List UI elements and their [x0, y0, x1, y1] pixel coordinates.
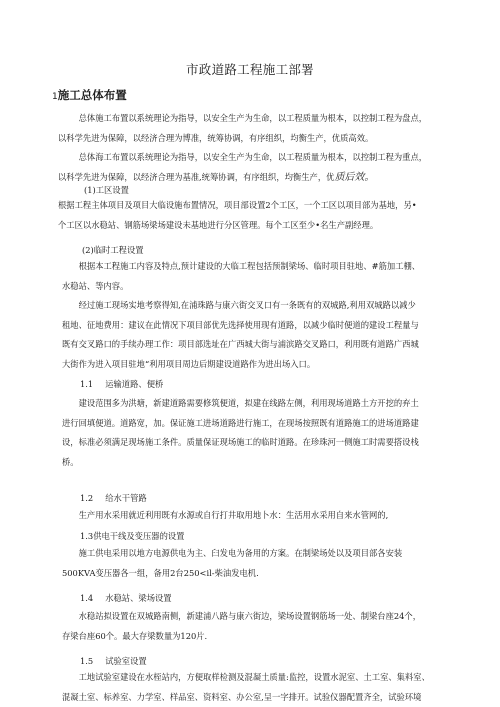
subsection-number: 1.2: [80, 493, 94, 503]
paragraph-text: 以科学先进为保障，以经济合理为基准,统筹协调，有序组织，均衡生产，优: [58, 171, 335, 182]
subsection-number: 1.4: [80, 593, 94, 603]
subsection-title: 试验室设置: [105, 656, 147, 666]
subsection-heading: [80, 655, 147, 667]
subsection-number: 1.5: [80, 656, 94, 666]
paragraph-line: 经过施工现场实地考察得知,在浦珠路与康六街交叉口有一条既有的双城路,利用双城路以减少: [78, 300, 416, 311]
subsection-title: (1)工区设置: [84, 185, 129, 195]
paragraph-line: 租地、征地费用：建议在此情况下项目部优先选择使用现有道路，以减少临时便道的建设工程量与: [62, 319, 419, 330]
water-paragraph: [62, 506, 454, 526]
temporary-works-paragraph: [62, 257, 454, 375]
section-number: 1: [52, 92, 58, 102]
subsection-heading: [80, 492, 147, 504]
paragraph-line: 桥。: [62, 456, 79, 467]
paragraph-line: 既有交叉路口的手续办理工作：项目部选址在广西城大街与浦滨路交叉路口，利用既有道路广西城: [62, 339, 419, 350]
paragraph-line: 存梁台座60个。最大存梁数量为120片.: [62, 630, 208, 641]
roads-paragraph: [62, 394, 454, 472]
paragraph-line: 以科学先进为保障，以经济合理为博准，统筹协调，有序组织，均衡生产，优质高效。: [58, 132, 374, 143]
subsection-title: (2)临时工程设置: [82, 245, 144, 255]
paragraph-line: 根据本工程施工内容及特点,预计建设的大临工程包括预制梁场、临时项目驻地、#筋加工棚、: [78, 261, 421, 271]
paragraph-line: 生产用水采用就近利用既有水源或自行打井取用地卜水：生活用水采用自来水管网的,: [78, 510, 389, 520]
paragraph-line: 个工区以水稳站、钢筋场梁场建设未基地进行分区管理。每个工区至少•名生产副经理。: [58, 219, 379, 230]
paragraph-line: 工地试验室建设在水桎站内，方便取样检测及混凝土质量:监控，设置水泥室、土工室、集料室、: [78, 672, 430, 682]
subsection-number: 1.1: [80, 379, 94, 389]
paragraph-line: 根据工程主体项目及项目大临设施布置情况，项目部设置2个工区，一个工区以项目部为基地，另•: [58, 200, 417, 210]
paragraph-line: 大街作为进入项目驻地“利用项目周边后期建设道路作为进出场入口。: [62, 358, 316, 369]
paragraph-line: 进行回填便道。道路宽，加。保证施工进场道路进行施工，在现场按照既有道路施工的进场道路建: [62, 417, 419, 428]
paragraph-line: 设，标准必须满足现场施工条件。质量保证现场施工的临时道路。在珍珠河一侧施工时需要搭设栈: [62, 437, 419, 448]
laboratory-paragraph: [62, 668, 454, 707]
paragraph-line: 500KVA变压器各一组，备用2台250<il-柴油发电机.: [62, 567, 259, 578]
subsection-heading: [80, 378, 163, 390]
subsection-title: 1.3供电干线及变压器的设置: [80, 531, 185, 541]
section-heading-text: 施工总体布置: [57, 88, 127, 102]
paragraph-line: 总体施工布置以系统理论为指导，以安全生产为生命，以工程质量为根本，以控制工程为盘点，: [78, 113, 428, 123]
mixing-station-paragraph: [62, 607, 454, 646]
subsection-title: 给水干管路: [105, 493, 147, 503]
subsection-title: 水稳站、梁场设置: [105, 593, 172, 603]
paragraph-line: 施工供电采用以地方电源供电为主、臼发电为备用的方案。在制梁场处以及项目部各安装: [78, 548, 403, 558]
power-paragraph: [62, 544, 454, 583]
workzone-paragraph: [58, 196, 454, 235]
subsection-heading: [80, 592, 172, 604]
paragraph-line: 水稳站、等内容。: [62, 280, 129, 291]
paragraph-line: 水稳站拟设置在双城路南侧，新建浦八路与康六街边，梁场设置钢筋场一处、制梁台座24个，: [78, 611, 422, 621]
page-title: 市政道路工程施工部署: [185, 62, 314, 77]
paragraph-line: 混凝土室、标养室、力学室、样品室、资料室、办公室,呈一字排开。试验仪器配置齐全，试验环境: [62, 691, 422, 702]
paragraph-line: 总体海工布置以系统理论为指导，以安全生产为生命，以工程质量为根本，以控制工程为重点，: [78, 152, 428, 163]
subsection-title: 运输道路、便桥: [105, 379, 164, 389]
paragraph-text-italic: 质后效。: [334, 171, 375, 183]
paragraph-line: 建设范围多为洪塘，新建道路需要修筑便道，拟建在线路左侧，利用现场道路土方开挖的弃土: [78, 398, 419, 408]
overview-paragraphs: [58, 109, 454, 187]
section-heading-1: [52, 87, 127, 103]
